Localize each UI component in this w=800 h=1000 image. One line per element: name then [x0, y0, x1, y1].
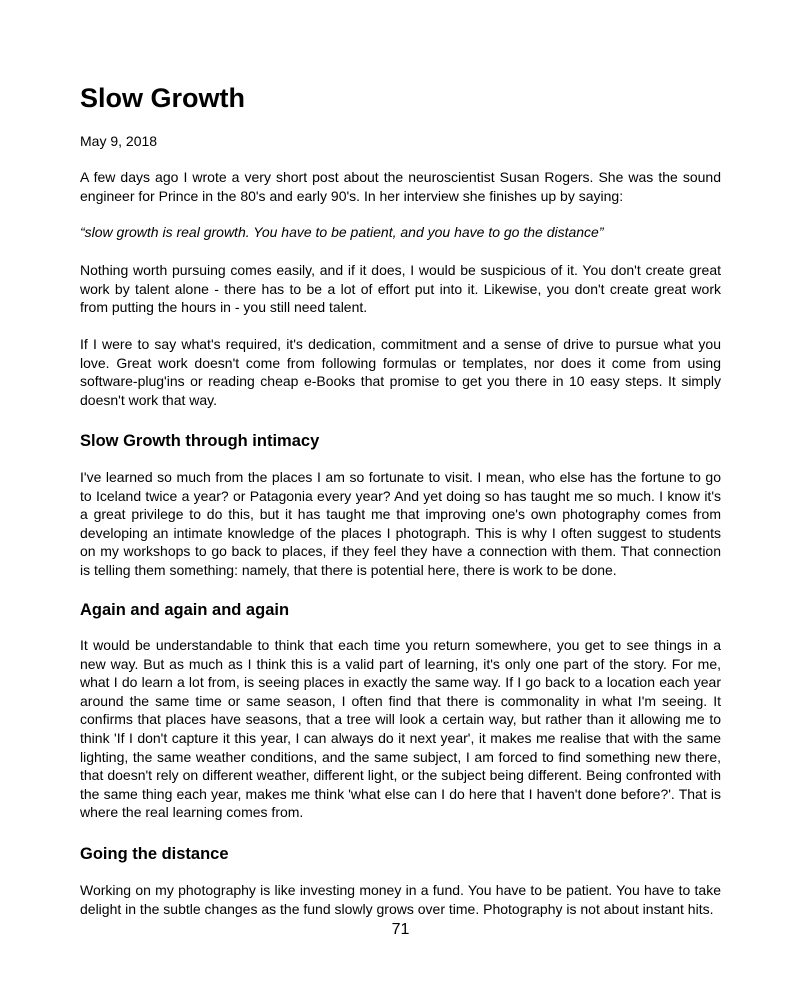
intro-paragraph: A few days ago I wrote a very short post about the neuroscientist Susan Rogers. She was the sound engineer for Prince in the 80's and early 90's. In her interview she finishes up by saying:	[80, 169, 721, 204]
page-number: 71	[391, 921, 410, 938]
section-text-again: It would be understandable to think that each time you return somewhere, you get to see things in a new way. But as much as I think this is a valid part of learning, it's only one part of the story. For me, what I do learn a lot from, is seeing places in exactly the same way. If I go back to a location each year around the same time or same season, I often find that there is commonality in what I'm seeing. It confirms that places have seasons, that a tree will look a certain way, but rather than it allowing me to think 'If I don't capture it this year, I can always do it next year', it makes me realise that with the same lighting, the same weather conditions, and the same subject, I am forced to find something new there, that doesn't rely on different weather, different light, or the subject being different. Being confronted with the same thing each year, makes me think 'what else can I do here that I haven't done before?'. That is where the real learning comes from.	[80, 637, 721, 821]
section-heading-again: Again and again and again	[80, 601, 290, 619]
page-title: Slow Growth	[80, 83, 245, 113]
section-heading-distance: Going the distance	[80, 845, 229, 863]
body-paragraph-2: If I were to say what's required, it's dedication, commitment and a sense of drive to pursue what you love. Great work doesn't come from following formulas or templates, nor does it come from using software-plug'ins or reading cheap e-Books that promise to get you there in 10 easy steps. It simply doesn't work that way.	[80, 336, 721, 408]
document-page	[80, 0, 721, 1000]
post-date: May 9, 2018	[80, 133, 158, 149]
section-text-distance: Working on my photography is like investing money in a fund. You have to be patient. You have to take delight in the subtle changes as the fund slowly grows over time. Photography is not about instant hits.	[80, 882, 721, 917]
section-heading-intimacy: Slow Growth through intimacy	[80, 432, 320, 450]
body-paragraph-1: Nothing worth pursuing comes easily, and if it does, I would be suspicious of it. You don't create great work by talent alone - there has to be a lot of effort put into it. Likewise, you don't create great work from putting the hours in - you still need talent.	[80, 262, 721, 316]
quote-paragraph: “slow growth is real growth. You have to be patient, and you have to go the distance”	[80, 224, 604, 240]
section-text-intimacy: I've learned so much from the places I am so fortunate to visit. I mean, who else has the fortune to go to Iceland twice a year? or Patagonia every year? And yet doing so has taught me so much. I know it's a great privilege to do this, but it has taught me that improving one's own photography comes from developing an intimate knowledge of the places I photograph. This is why I often suggest to students on my workshops to go back to places, if they feel they have a connection with them. That connection is telling them something: namely, that there is potential here, there is work to be done.	[80, 469, 721, 578]
